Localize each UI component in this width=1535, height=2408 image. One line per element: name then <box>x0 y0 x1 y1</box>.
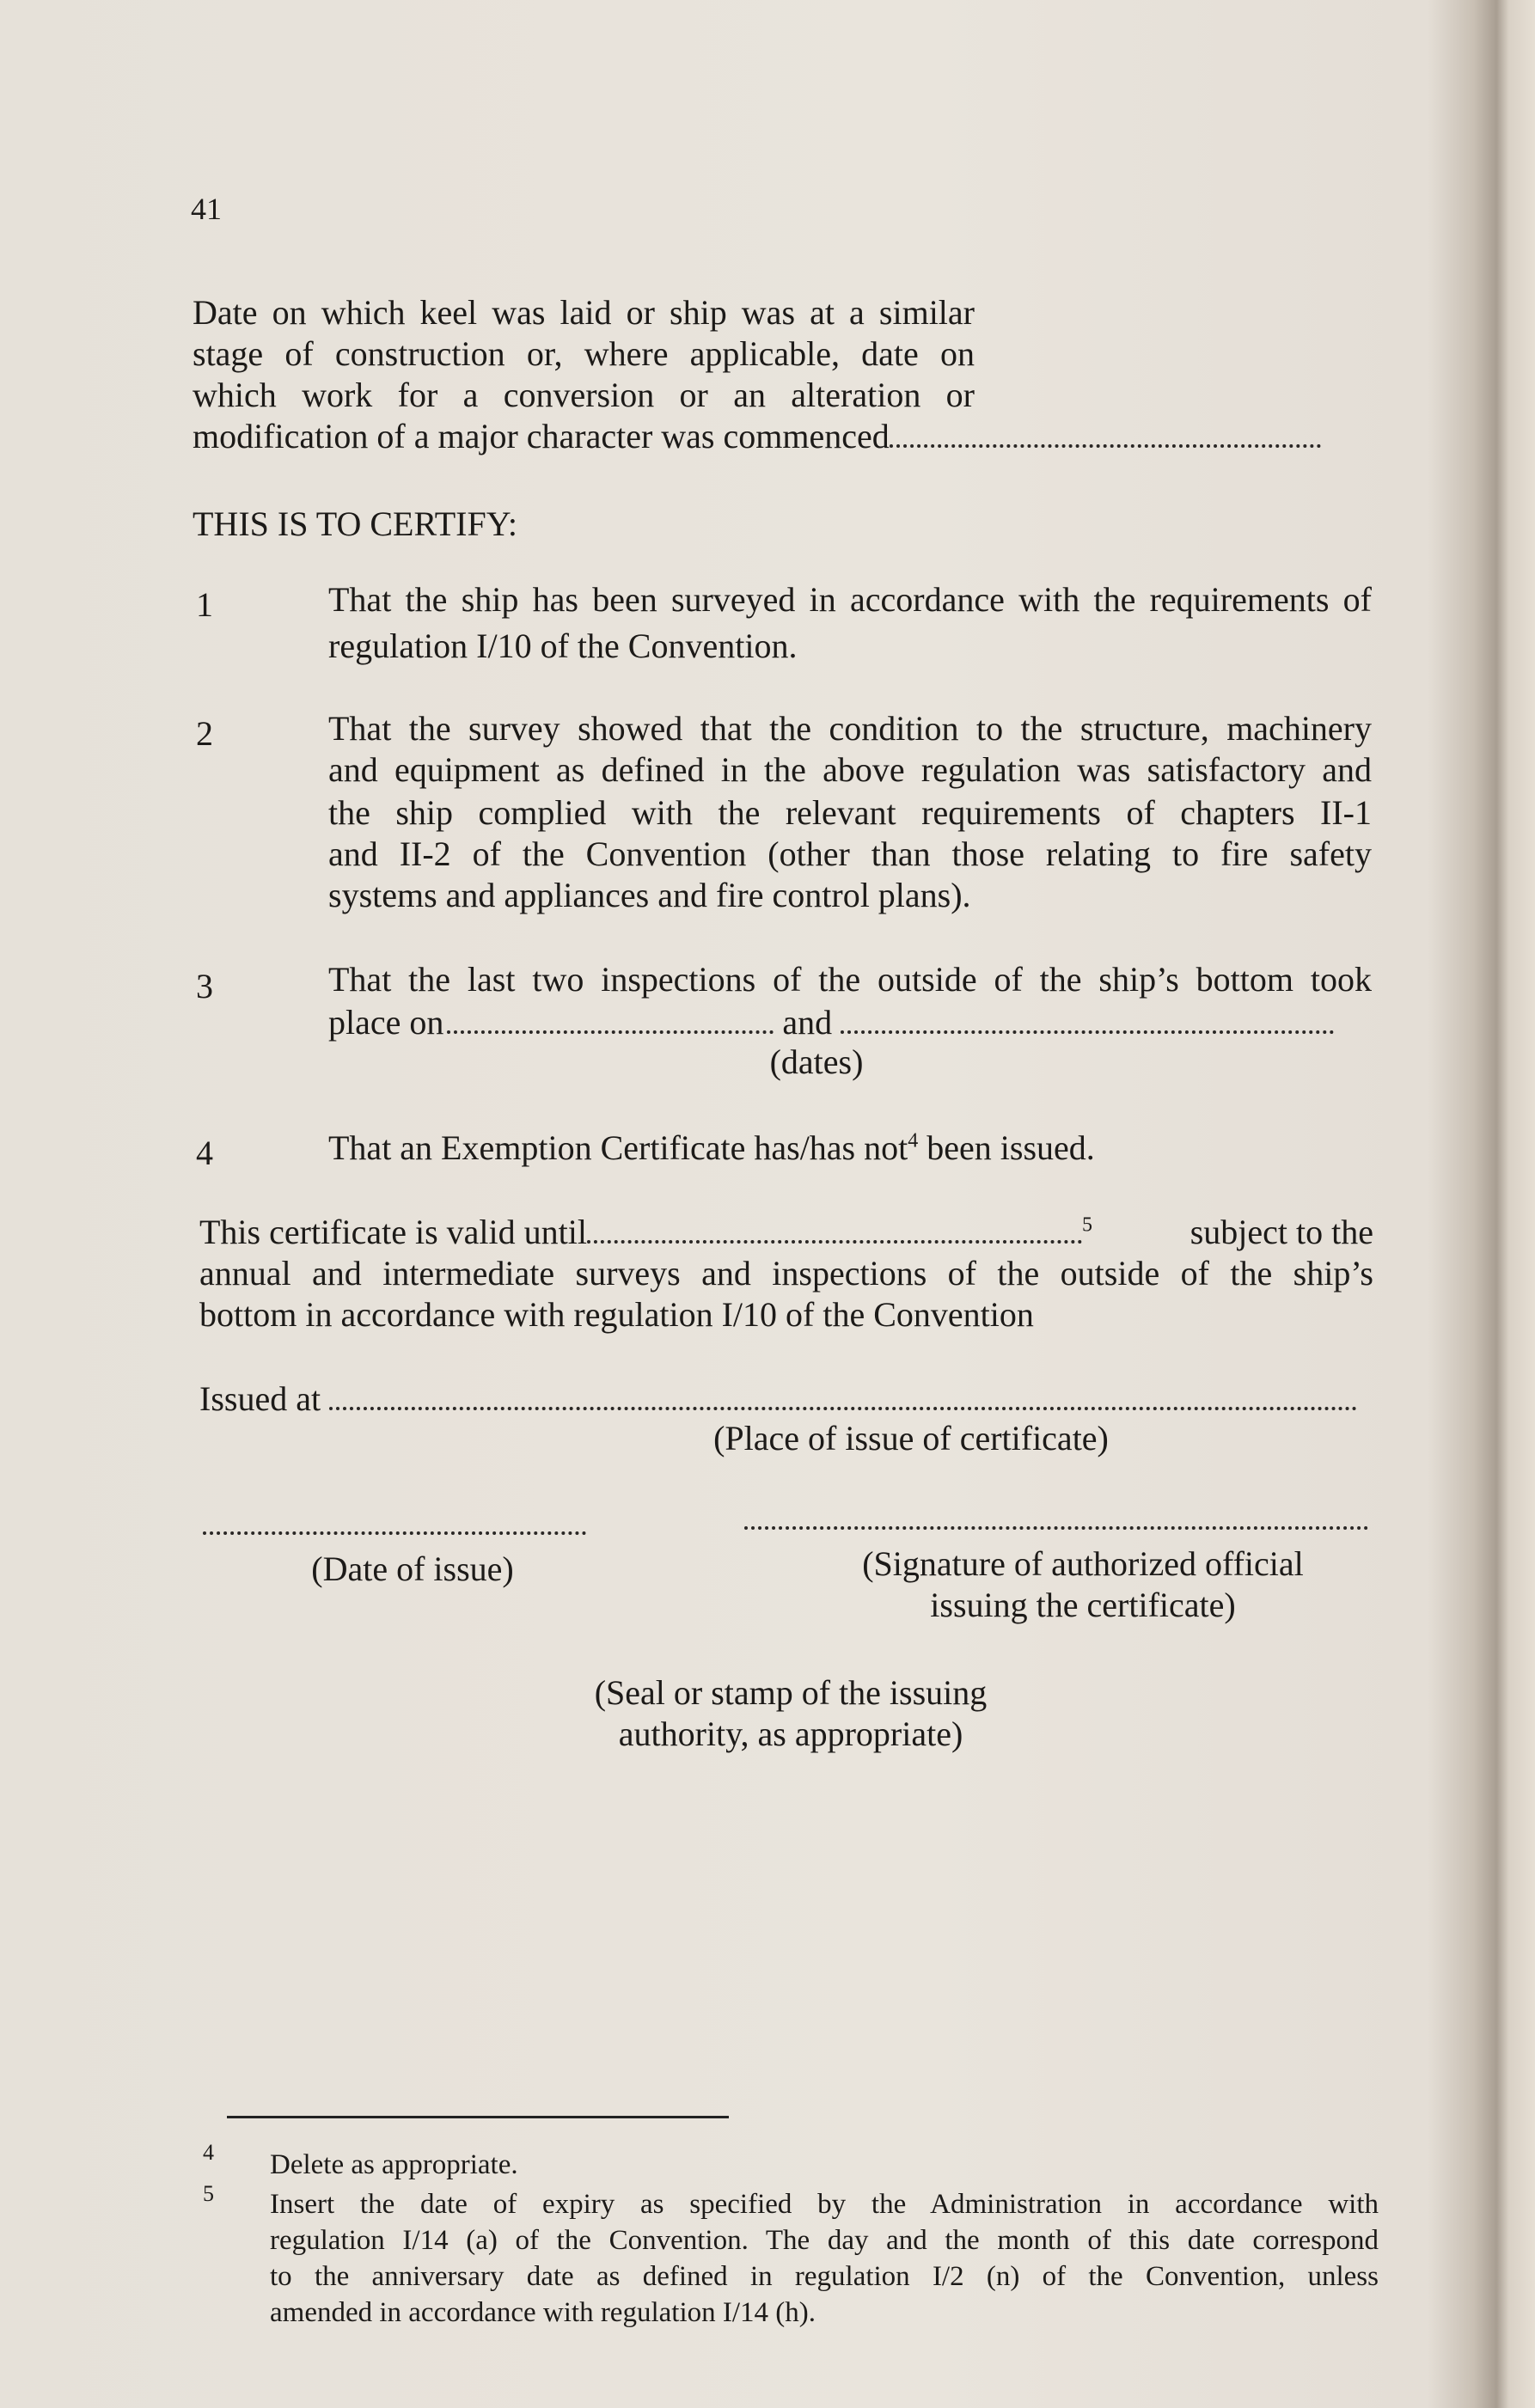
keel-line-4 <box>193 416 1361 457</box>
item-2-line-2: and equipment as defined in the above regulation was satisfactory and <box>328 750 1372 789</box>
item-1-number: 1 <box>196 585 213 624</box>
keel-line-3: which work for a conversion or an alteration or <box>193 376 975 414</box>
keel-line-4-text: modification of a major character was commenced <box>193 417 890 455</box>
footnote-5-line-4: amended in accordance with regulation I/14 (h). <box>270 2297 816 2328</box>
footnote-4-number: 4 <box>203 2140 214 2165</box>
dates-label: (dates) <box>769 1042 864 1081</box>
item-2-line-1: That the survey showed that the condition to the structure, machinery <box>328 709 1372 748</box>
item-1-line-2: regulation I/10 of the Convention. <box>328 626 798 665</box>
issued-at-line <box>199 1378 1368 1420</box>
page-number: 41 <box>191 192 222 226</box>
subject-to-text: subject to the <box>1189 1213 1373 1251</box>
item-3-line-2 <box>328 1002 1372 1043</box>
place-of-issue-label: (Place of issue of certificate) <box>713 1419 1109 1458</box>
seal-label-line-2: authority, as appropriate) <box>618 1714 963 1753</box>
signature-label-line-1: (Signature of authorized official <box>862 1544 1304 1583</box>
footnote-5-line-2: regulation I/14 (a) of the Convention. The day and the month of this date correspond <box>270 2225 1379 2256</box>
item-4-text-a: That an Exemption Certificate has/has not <box>328 1128 908 1167</box>
footnote-separator <box>227 2116 729 2118</box>
and-text: and <box>782 1003 833 1042</box>
place-leader <box>329 1402 1357 1410</box>
validity-line-2: annual and intermediate surveys and inspections of the outside of the ship’s <box>199 1254 1373 1293</box>
item-4-text-b: been issued. <box>918 1128 1095 1167</box>
footnote-4-text: Delete as appropriate. <box>270 2149 518 2180</box>
item-3-number: 3 <box>196 967 213 1005</box>
expiry-date-leader <box>587 1235 1082 1244</box>
certify-heading: THIS IS TO CERTIFY: <box>193 504 518 543</box>
signature-label-line-2: issuing the certificate) <box>930 1586 1236 1624</box>
issued-at-text: Issued at <box>199 1379 321 1418</box>
item-2-line-3: the ship complied with the relevant requirements of chapters II-1 <box>328 793 1372 832</box>
valid-until-text: This certificate is valid until <box>199 1213 587 1251</box>
footnote-5-line-1: Insert the date of expiry as specified by the Administration in accordance with <box>270 2189 1379 2220</box>
keel-line-1: Date on which keel was laid or ship was at a similar <box>193 293 975 332</box>
item-1-line-1: That the ship has been surveyed in accordance with the requirements of <box>328 580 1372 619</box>
signature-leader <box>744 1526 1368 1530</box>
keel-date-leader <box>890 439 1321 448</box>
item-2-number: 2 <box>196 714 213 753</box>
footnote-5-line-3: to the anniversary date as defined in regulation I/2 (n) of the Convention, unless <box>270 2261 1379 2292</box>
item-2-line-4: and II-2 of the Convention (other than those relating to fire safety <box>328 834 1372 873</box>
date-of-issue-label: (Date of issue) <box>311 1549 514 1588</box>
validity-line-1 <box>199 1212 1373 1253</box>
place-on-text: place on <box>328 1003 444 1042</box>
footnote-ref-5: 5 <box>1081 1213 1092 1237</box>
first-date-leader <box>447 1025 774 1034</box>
footnote-ref-4: 4 <box>908 1129 919 1152</box>
item-4-line <box>328 1128 1095 1169</box>
second-date-leader <box>841 1025 1334 1034</box>
validity-line-3: bottom in accordance with regulation I/10 of the Convention <box>199 1295 1034 1334</box>
item-2-line-5: systems and appliances and fire control plans). <box>328 876 971 914</box>
seal-label-line-1: (Seal or stamp of the issuing <box>594 1673 988 1712</box>
item-3-line-1: That the last two inspections of the outside of the ship’s bottom took <box>328 960 1372 999</box>
keel-line-2: stage of construction or, where applicable, date on <box>193 334 975 373</box>
footnote-5-number: 5 <box>203 2181 214 2206</box>
item-4-number: 4 <box>196 1134 213 1172</box>
date-of-issue-leader <box>203 1531 586 1535</box>
